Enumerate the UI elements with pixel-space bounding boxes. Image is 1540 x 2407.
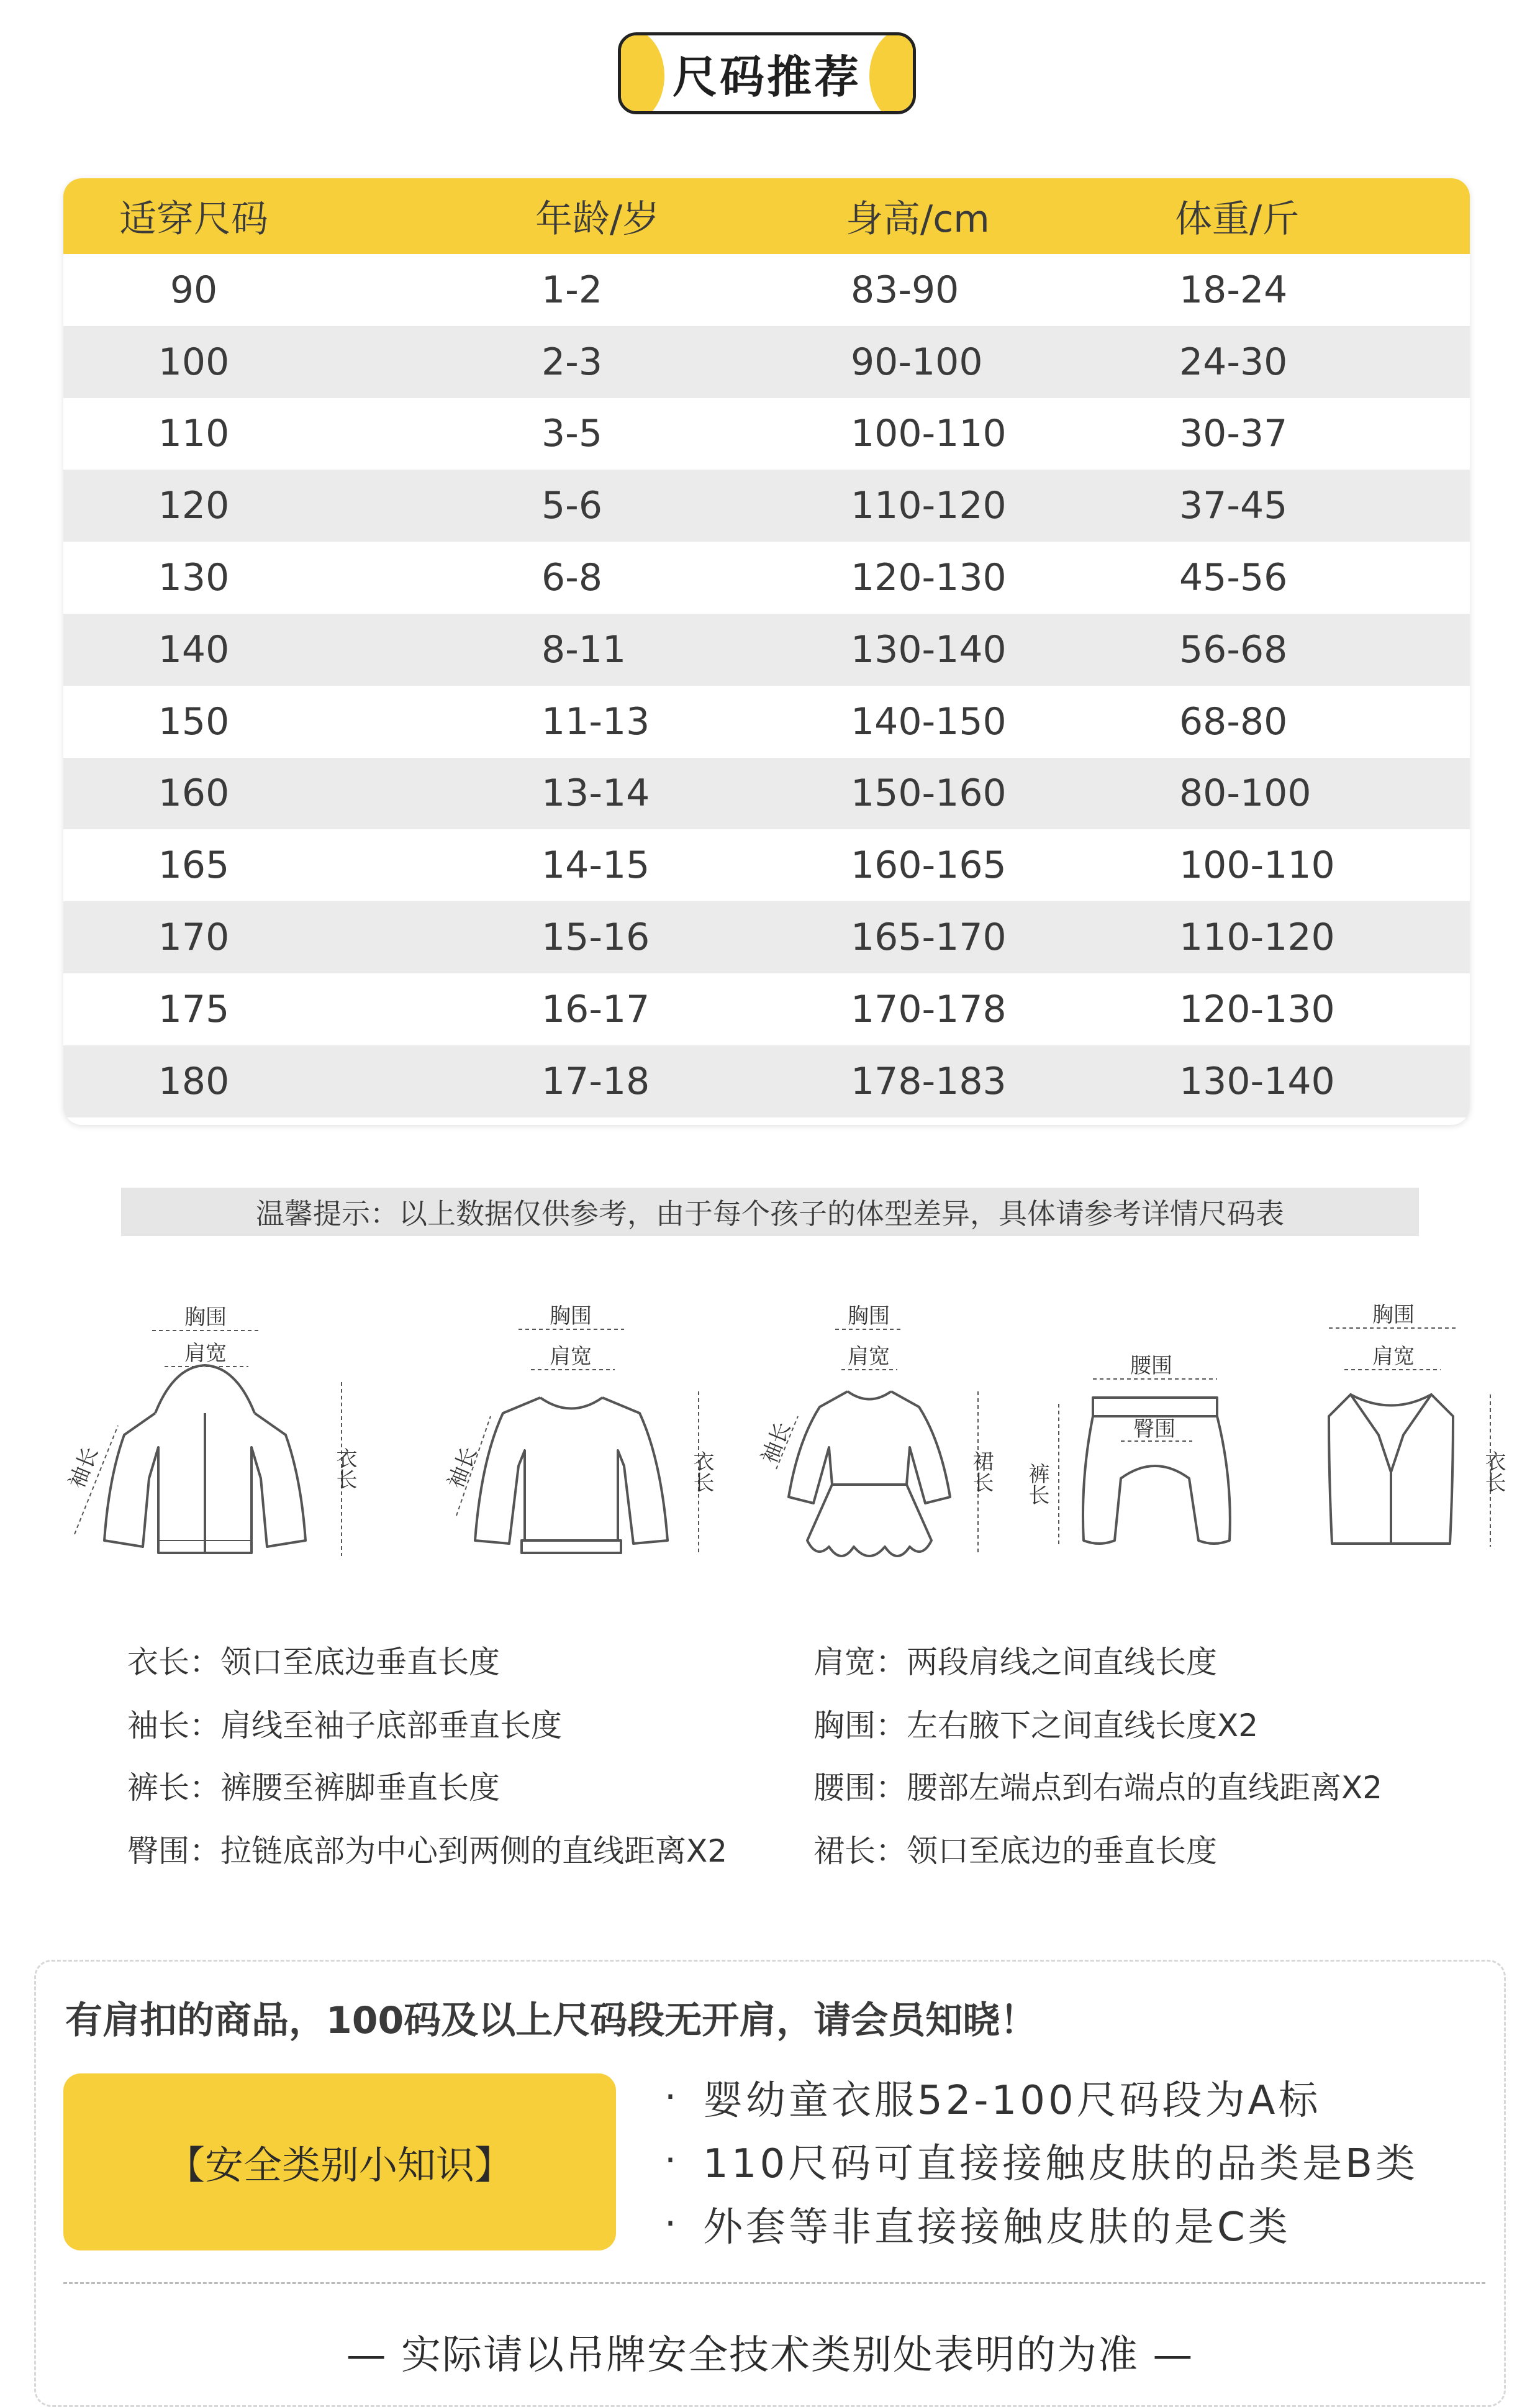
- sweater-shoulder-label: 肩宽: [550, 1344, 592, 1369]
- jacket-sleeve-label: 袖长: [64, 1443, 104, 1492]
- list-item: [664, 2065, 1418, 2129]
- vest-illustration: [1261, 1292, 1521, 1590]
- safety-item-text: 婴幼童衣服52-100尺码段为A标: [703, 2078, 1321, 2124]
- header-size: 适穿尺码: [119, 198, 268, 241]
- dress-chest-label: 胸围: [848, 1304, 890, 1329]
- vest-shoulder-label: 肩宽: [1372, 1344, 1415, 1369]
- table-row: [63, 758, 1470, 830]
- jacket-drawing: [50, 1292, 373, 1590]
- table-header: [63, 178, 1470, 254]
- cell-age: 3-5: [541, 412, 602, 456]
- cell-height: 110-120: [851, 484, 1007, 528]
- cell-size: 130: [158, 556, 230, 600]
- table-row: [63, 254, 1470, 326]
- cell-size: 170: [158, 916, 230, 960]
- cell-age: 17-18: [541, 1059, 650, 1103]
- cell-height: 160-165: [851, 844, 1007, 888]
- cell-weight: 130-140: [1179, 1059, 1335, 1103]
- cell-weight: 100-110: [1179, 844, 1335, 888]
- vest-drawing: [1261, 1292, 1521, 1590]
- pants-waist-label: 腰围: [1130, 1354, 1172, 1378]
- list-item: [664, 2129, 1418, 2192]
- pants-hip-label: 臀围: [1133, 1417, 1175, 1442]
- cell-height: 165-170: [851, 916, 1007, 960]
- cell-height: 100-110: [851, 412, 1007, 456]
- definition-item: 臀围：拉链底部为中心到两侧的直线距离X2: [127, 1833, 728, 1869]
- cell-weight: 37-45: [1179, 484, 1288, 528]
- cell-size: 160: [158, 771, 230, 816]
- cell-weight: 68-80: [1179, 699, 1288, 744]
- cell-size: 120: [158, 484, 230, 528]
- definition-item: 腰围：腰部左端点到右端点的直线距离X2: [813, 1770, 1383, 1806]
- cell-size: 110: [158, 412, 230, 456]
- cell-height: 120-130: [851, 556, 1007, 600]
- definition-item: 裤长：裤腰至裤脚垂直长度: [127, 1770, 500, 1806]
- cell-size: 90: [170, 268, 218, 312]
- table-row: [63, 614, 1470, 686]
- measurement-illustrations: [37, 1292, 1506, 1590]
- jacket-shoulder-label: 肩宽: [184, 1341, 227, 1366]
- bullet-icon: ·: [664, 2202, 680, 2245]
- safety-item-text: 110尺码可直接接触皮肤的品类是B类: [703, 2141, 1419, 2187]
- cell-weight: 18-24: [1179, 268, 1288, 312]
- jacket-illustration: [50, 1292, 373, 1590]
- pants-illustration: [1012, 1292, 1273, 1590]
- cell-height: 150-160: [851, 771, 1007, 816]
- vest-chest-label: 胸围: [1372, 1303, 1415, 1327]
- dress-length-label: 裙长: [969, 1450, 994, 1493]
- header-weight: 体重/斤: [1175, 198, 1300, 241]
- header-height: 身高/cm: [846, 198, 990, 241]
- definition-item: 胸围：左右腋下之间直线长度X2: [813, 1708, 1259, 1744]
- cell-height: 90-100: [851, 340, 983, 384]
- cell-age: 14-15: [541, 844, 650, 888]
- table-row: [63, 901, 1470, 973]
- dress-shoulder-label: 肩宽: [848, 1344, 890, 1369]
- footer-note: — 实际请以吊牌安全技术类别处表明的为准 —: [346, 2332, 1194, 2378]
- cell-height: 178-183: [851, 1059, 1007, 1103]
- cell-weight: 24-30: [1179, 340, 1288, 384]
- cell-weight: 80-100: [1179, 771, 1311, 816]
- cell-age: 8-11: [541, 627, 627, 671]
- vest-length-label: 衣长: [1481, 1450, 1506, 1493]
- cell-size: 150: [158, 699, 230, 744]
- cell-age: 13-14: [541, 771, 650, 816]
- safety-knowledge-button[interactable]: 【安全类别小知识】: [63, 2073, 616, 2250]
- cell-age: 5-6: [541, 484, 602, 528]
- cell-age: 2-3: [541, 340, 602, 384]
- definition-item: 裙长：领口至底边的垂直长度: [813, 1833, 1217, 1869]
- cell-weight: 110-120: [1179, 916, 1335, 960]
- cell-age: 1-2: [541, 268, 602, 312]
- cell-size: 175: [158, 987, 230, 1031]
- definition-item: 衣长：领口至底边垂直长度: [127, 1644, 500, 1680]
- header-age: 年龄/岁: [535, 198, 660, 241]
- dress-sleeve-label: 袖长: [756, 1418, 796, 1467]
- cell-height: 130-140: [851, 627, 1007, 671]
- notice-title: 有肩扣的商品，100码及以上尺码段无开肩，请会员知晓！: [65, 1999, 1038, 2042]
- cell-age: 16-17: [541, 987, 650, 1031]
- cell-height: 140-150: [851, 699, 1007, 744]
- dress-drawing: [714, 1292, 1025, 1590]
- list-item: [664, 2192, 1418, 2255]
- cell-height: 83-90: [851, 268, 959, 312]
- cell-height: 170-178: [851, 987, 1007, 1031]
- cell-size: 100: [158, 340, 230, 384]
- size-table: [63, 178, 1470, 1125]
- table-row: [63, 829, 1470, 901]
- sweater-length-label: 衣长: [689, 1450, 714, 1493]
- table-row: [63, 398, 1470, 470]
- bullet-icon: ·: [664, 2139, 680, 2182]
- pants-length-label: 裤长: [1025, 1463, 1049, 1505]
- pants-drawing: [1012, 1292, 1273, 1590]
- tip-banner: 温馨提示：以上数据仅供参考，由于每个孩子的体型差异，具体请参考详情尺码表: [121, 1188, 1419, 1236]
- sweater-drawing: [410, 1292, 733, 1590]
- definition-item: 肩宽：两段肩线之间直线长度: [813, 1644, 1217, 1680]
- cell-size: 165: [158, 844, 230, 888]
- cell-age: 11-13: [541, 699, 650, 744]
- safety-list: [664, 2065, 1418, 2255]
- cell-age: 6-8: [541, 556, 602, 600]
- table-row: [63, 686, 1470, 758]
- table-row: [63, 326, 1470, 398]
- table-row: [63, 542, 1470, 614]
- cell-weight: 45-56: [1179, 556, 1288, 600]
- dashed-divider: [63, 2282, 1485, 2284]
- cell-age: 15-16: [541, 916, 650, 960]
- page-title-badge: [618, 32, 916, 114]
- bullet-icon: ·: [664, 2075, 680, 2119]
- jacket-length-label: 衣长: [332, 1447, 357, 1490]
- definition-item: 袖长：肩线至袖子底部垂直长度: [127, 1708, 562, 1744]
- sweater-illustration: [410, 1292, 733, 1590]
- jacket-chest-label: 胸围: [184, 1305, 227, 1330]
- dress-illustration: [714, 1292, 1025, 1590]
- sweater-chest-label: 胸围: [550, 1304, 592, 1329]
- table-body: [63, 254, 1470, 1117]
- table-row: [63, 470, 1470, 542]
- sweater-sleeve-label: 袖长: [443, 1443, 482, 1492]
- cell-weight: 30-37: [1179, 412, 1288, 456]
- cell-weight: 56-68: [1179, 627, 1288, 671]
- safety-item-text: 外套等非直接接触皮肤的是C类: [703, 2205, 1291, 2250]
- cell-size: 140: [158, 627, 230, 671]
- cell-weight: 120-130: [1179, 987, 1335, 1031]
- cell-size: 180: [158, 1059, 230, 1103]
- measurement-definitions: [0, 1627, 1540, 1888]
- table-row: [63, 1045, 1470, 1117]
- page-title: 尺码推荐: [672, 51, 861, 103]
- table-row: [63, 973, 1470, 1045]
